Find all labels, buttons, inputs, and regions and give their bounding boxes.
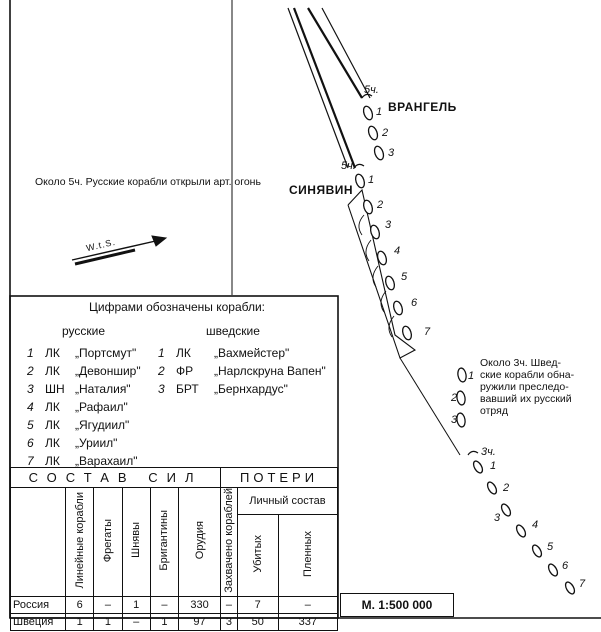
ship-marker [401, 325, 413, 341]
sinyavin-ships [354, 173, 413, 341]
wrangel-ship-1: 1 [376, 106, 383, 118]
legend-russian-row: 1 ЛК „Портсмут" [27, 346, 137, 360]
legend-swedish-title: шведские [206, 324, 260, 338]
cell: 1 [94, 613, 122, 630]
cell: – [94, 596, 122, 613]
row-country: Россия [11, 596, 66, 613]
swedish-ship-3: 3 [451, 414, 458, 426]
pursuer-2: 2 [503, 482, 510, 494]
ship-marker [472, 460, 485, 475]
col-header: Бригантины [150, 488, 178, 597]
legend-russian-row: 6 ЛК „Уриил" [27, 436, 118, 450]
legend-russian-title: русские [62, 324, 106, 338]
cell: 330 [179, 596, 221, 613]
swedish-ship-1: 1 [468, 370, 475, 382]
legend-swedish-row: 1 ЛК „Вахмейстер" [158, 346, 290, 360]
sinyavin-time: 5ч. [341, 160, 356, 172]
pursuer-5: 5 [547, 541, 554, 553]
legend-title: Цифрами обозначены корабли: [89, 300, 266, 314]
col-header: Убитых [237, 515, 278, 597]
cell: 1 [122, 596, 150, 613]
pursuer-7: 7 [579, 578, 586, 590]
ship-marker [373, 145, 385, 161]
wrangel-ship-2: 2 [382, 127, 389, 139]
sinyavin-ship-3: 3 [385, 219, 392, 231]
cell: 1 [150, 613, 178, 630]
ship-marker [531, 544, 544, 559]
cell: 97 [179, 613, 221, 630]
cell: 6 [66, 596, 94, 613]
ship-marker [362, 199, 374, 215]
sinyavin-ship-1: 1 [368, 174, 375, 186]
ship-marker [457, 367, 467, 382]
ship-marker [354, 173, 366, 189]
cell: 1 [66, 613, 94, 630]
ship-marker [392, 300, 404, 316]
table-row [11, 596, 338, 613]
cell: – [150, 596, 178, 613]
legend-swedish-row: 2 ФР „Нарлскруна Вапен" [158, 364, 326, 378]
pursuers-time: 3ч. [481, 446, 496, 458]
ship-marker [367, 125, 379, 141]
cell: 7 [237, 596, 278, 613]
legend-russian-row: 7 ЛК „Варахаил" [27, 454, 138, 468]
table-row [11, 613, 338, 630]
losses-header: ПОТЕРИ [221, 468, 338, 488]
ship-marker [500, 503, 513, 518]
wrangel-ship-3: 3 [388, 147, 395, 159]
cell: 50 [237, 613, 278, 630]
pursuer-6: 6 [562, 560, 569, 572]
pursuer-4: 4 [532, 519, 539, 531]
row-country: Швеция [11, 613, 66, 630]
sinyavin-ship-6: 6 [411, 297, 418, 309]
cell: 3 [221, 613, 238, 630]
fire-note: Около 5ч. Русские корабли открыли арт. огонь [35, 176, 261, 188]
ship-marker [369, 224, 381, 240]
ship-marker [376, 250, 388, 266]
russian-approach-tracks [288, 8, 370, 168]
legend-russian-row: 3 ШН „Наталия" [27, 382, 131, 396]
wrangel-time: 5ч. [364, 84, 379, 96]
ship-marker [456, 390, 466, 405]
col-header: Фрегаты [94, 488, 122, 597]
wrangel-label: ВРАНГЕЛЬ [388, 100, 457, 114]
cell: – [221, 596, 238, 613]
sinyavin-ship-7: 7 [424, 326, 431, 338]
pursuer-ships [472, 460, 577, 596]
col-header: Шнявы [122, 488, 150, 597]
cell: 337 [278, 613, 337, 630]
col-header: Пленных [278, 515, 337, 597]
col-header: Орудия [179, 488, 221, 597]
swedish-ships [456, 367, 467, 427]
legend-russian-row: 2 ЛК „Девоншир" [27, 364, 141, 378]
pursuer-1: 1 [490, 460, 497, 472]
sinyavin-label: СИНЯВИН [289, 183, 354, 197]
personnel-header: Личный состав [237, 488, 337, 515]
ship-marker [384, 275, 396, 291]
legend-swedish-row: 3 БРТ „Бернхардус" [158, 382, 288, 396]
ship-marker [486, 481, 499, 496]
swedish-note: Около 3ч. Швед- ские корабли обна- ружили преследо- вавший их русский отряд [480, 357, 575, 417]
col-header: Линейные корабли [66, 488, 94, 597]
sinyavin-ship-5: 5 [401, 271, 408, 283]
forces-losses-table [10, 467, 338, 631]
pursuit-course [400, 358, 460, 455]
pursuer-3: 3 [494, 512, 501, 524]
swedish-ship-2: 2 [451, 392, 458, 404]
cell: – [122, 613, 150, 630]
wind-label: W.t.S. [85, 236, 117, 254]
ship-marker [456, 412, 466, 427]
table-corner [11, 488, 66, 597]
scale-label: М. 1:500 000 [340, 593, 454, 617]
ship-marker [515, 524, 528, 539]
ship-marker [362, 105, 374, 121]
legend-russian-row: 4 ЛК „Рафаил" [27, 400, 128, 414]
sinyavin-ship-4: 4 [394, 245, 401, 257]
sinyavin-ship-2: 2 [377, 199, 384, 211]
col-header: Захвачено кораблей [221, 488, 238, 597]
cell: – [278, 596, 337, 613]
ship-marker [547, 563, 560, 578]
forces-header: СОСТАВ СИЛ [11, 468, 221, 488]
ship-marker [564, 581, 577, 596]
legend-russian-row: 5 ЛК „Ягудиил" [27, 418, 130, 432]
